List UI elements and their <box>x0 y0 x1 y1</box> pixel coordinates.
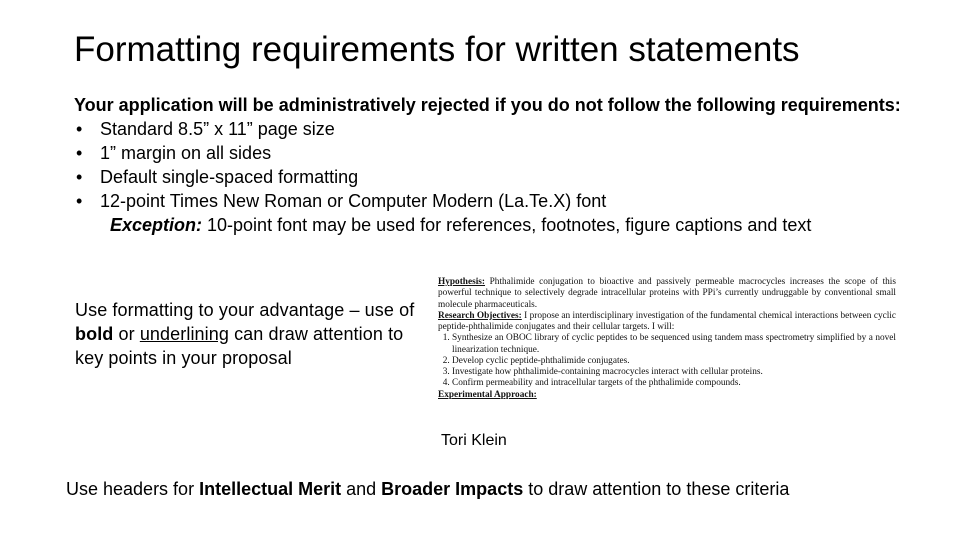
footer-bold-broader-impacts: Broader Impacts <box>381 479 524 499</box>
approach-header: Experimental Approach: <box>438 389 537 400</box>
exception-text: 10-point font may be used for references, footnotes, figure captions and text <box>202 215 812 235</box>
list-item: 1. Synthesize an OBOC library of cyclic peptides to be sequenced using tandem mass spectrometry simplified by a novel linearization technique. <box>452 333 896 356</box>
exception-note <box>74 213 934 237</box>
objectives-text: I propose an interdisciplinary investigation of the fundamental chemical interactions between cyclic peptide-phthalimide conjugates and their cellular targets. I will: <box>438 310 896 332</box>
hypothesis-header: Hypothesis: <box>438 277 486 287</box>
list-item: 4. Confirm permeability and intracellular targets of the phthalimide compounds. <box>452 378 896 389</box>
tip-text: or <box>113 324 140 344</box>
formatting-tip <box>75 298 435 370</box>
objectives-header: Research Objectives: <box>438 310 522 321</box>
tip-text: can draw attention to key points in your proposal <box>75 324 404 368</box>
list-item: 3. Investigate how phthalimide-containing macrocycles interact with cellular proteins. <box>452 367 896 378</box>
exception-label: Exception: <box>110 215 203 235</box>
bullet-glyph: • <box>76 119 83 139</box>
tip-underline-word: underlining <box>139 324 229 344</box>
list-item <box>74 117 934 141</box>
requirement-text: Standard 8.5” x 11” page size <box>100 119 335 139</box>
list-item: 2. Develop cyclic peptide-phthalimide conjugates. <box>452 356 896 367</box>
hypothesis-paragraph <box>438 277 896 311</box>
requirement-text: Default single-spaced formatting <box>100 167 359 187</box>
headers-tip <box>66 479 789 500</box>
requirements-list <box>74 117 934 213</box>
requirement-text: 12-point Times New Roman or Computer Modern (La.Te.X) font <box>100 191 607 211</box>
proposal-excerpt-image <box>438 277 896 424</box>
bullet-glyph: • <box>76 143 83 163</box>
objectives-list <box>438 333 896 389</box>
footer-text: Use headers for <box>66 479 200 499</box>
requirements-block <box>74 93 934 237</box>
footer-bold-intellectual-merit: Intellectual Merit <box>199 479 342 499</box>
list-item <box>74 189 934 213</box>
tip-text: Use formatting to your advantage – use of <box>75 300 415 320</box>
bullet-glyph: • <box>76 167 83 187</box>
hypothesis-text: Phthalimide conjugation to bioactive and passively permeable macrocycles increases the scope of this powerful technique to selectively degrade intracellular proteins with PPi’s currently undruggable by conventional small molecule pharmaceuticals. <box>438 277 896 310</box>
objectives-paragraph <box>438 311 896 334</box>
tip-bold-word: bold <box>75 324 114 344</box>
slide-title: Formatting requirements for written statements <box>74 30 800 69</box>
list-item <box>74 165 934 189</box>
footer-text: to draw attention to these criteria <box>523 479 790 499</box>
footer-text: and <box>341 479 382 499</box>
excerpt-credit: Tori Klein <box>441 432 507 449</box>
rejection-warning: Your application will be administratively rejected if you do not follow the following requirements: <box>74 95 901 115</box>
list-item <box>74 141 934 165</box>
bullet-glyph: • <box>76 191 83 211</box>
approach-paragraph <box>438 390 896 401</box>
requirement-text: 1” margin on all sides <box>100 143 272 163</box>
